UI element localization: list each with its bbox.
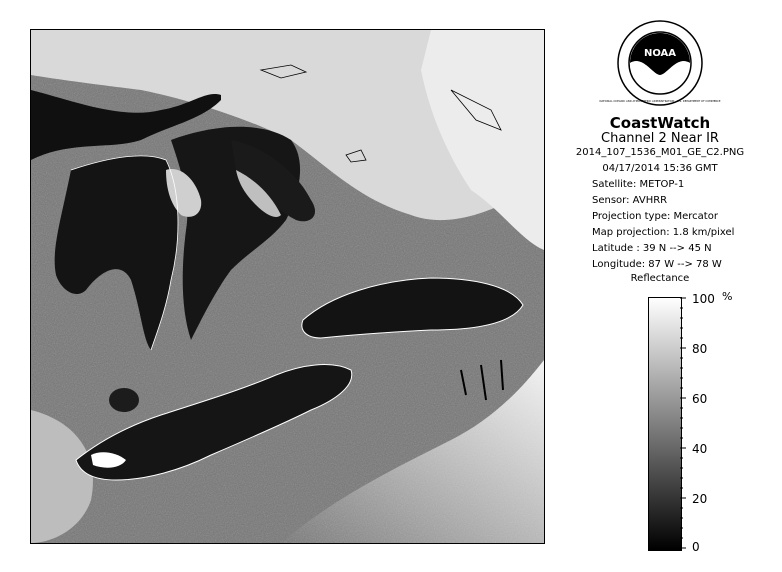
image-filename: 2014_107_1536_M01_GE_C2.PNG bbox=[575, 147, 745, 158]
logo-ring-text: NATIONAL OCEANIC AND ATMOSPHERIC ADMINISTRATION · U.S. DEPARTMENT OF COMMERCE bbox=[599, 100, 721, 103]
satellite-image bbox=[30, 29, 545, 544]
longitude-label: Longitude: 87 W --> 78 W bbox=[592, 259, 722, 270]
tick-20: 20 bbox=[692, 492, 708, 506]
tick-40: 40 bbox=[692, 442, 708, 456]
projection-type-label: Projection type: Mercator bbox=[592, 211, 718, 222]
legend-unit: % bbox=[722, 290, 733, 303]
great-lakes-map bbox=[31, 30, 544, 543]
latitude-label: Latitude : 39 N --> 45 N bbox=[592, 243, 712, 254]
reflectance-colorbar bbox=[648, 297, 682, 551]
map-projection-label: Map projection: 1.8 km/pixel bbox=[592, 227, 735, 238]
lake-st-clair bbox=[109, 388, 139, 412]
tick-100: 100 bbox=[692, 292, 715, 306]
tick-60: 60 bbox=[692, 392, 708, 406]
sensor-label: Sensor: AVHRR bbox=[592, 195, 668, 206]
legend-title: Reflectance bbox=[630, 273, 690, 284]
tick-80: 80 bbox=[692, 342, 708, 356]
product-title: CoastWatch bbox=[609, 114, 711, 132]
satellite-label: Satellite: METOP-1 bbox=[592, 179, 685, 190]
channel-subtitle: Channel 2 Near IR bbox=[601, 131, 719, 146]
acquisition-datetime: 04/17/2014 15:36 GMT bbox=[602, 163, 718, 174]
tick-0: 0 bbox=[692, 540, 700, 554]
logo-wordmark: NOAA bbox=[643, 48, 677, 59]
colorbar-ticks bbox=[680, 297, 740, 551]
noaa-logo-icon bbox=[599, 20, 721, 106]
